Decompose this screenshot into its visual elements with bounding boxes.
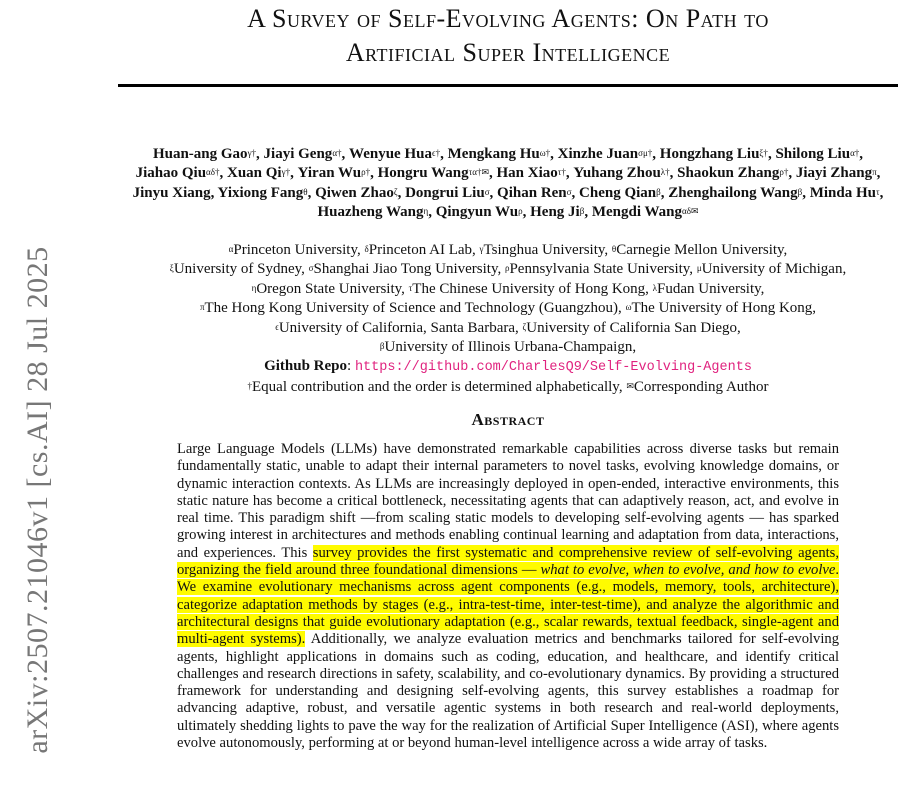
author-name-text: Jiayi Zhang xyxy=(795,165,873,182)
author-affiliation-mark: τα†✉ xyxy=(468,167,489,178)
affiliation-mark: π xyxy=(199,302,205,313)
author-affiliation-mark: λ† xyxy=(660,167,670,178)
affiliation-name: The Hong Kong University of Science and Technology (Guangzhou), xyxy=(204,300,626,317)
highlight-part-2: . We examine evolutionary mechanisms across agent components (e.g., models, memory, tools, architecture), categorize adaptation methods by stages (e.g., intra-test-time, inter-test-time), and analyze the algorithmic and architectural designs that guide evolutionary adaptation (e.g., scalar rewards, textual feedback, single-agent and multi-agent systems). xyxy=(177,562,839,648)
author-affiliation-mark: α† xyxy=(850,148,860,158)
author-affiliation-mark: θ xyxy=(303,186,308,197)
author-name-text: Jiahao Qiu xyxy=(135,165,207,182)
author-affiliation-mark: β xyxy=(579,206,585,217)
affiliation-lines xyxy=(118,241,898,357)
author-name xyxy=(660,146,768,162)
affiliation-name: The Chinese University of Hong Kong, xyxy=(412,280,653,297)
author-name xyxy=(579,185,661,201)
author-affiliation-mark: α† xyxy=(332,148,342,158)
author-name-text: Cheng Qian xyxy=(579,184,657,201)
author-name-text: Shaokun Zhang xyxy=(677,165,780,182)
author-affiliation-mark: σμ† xyxy=(638,148,653,158)
affiliation-name: Tsinghua University, xyxy=(483,242,612,258)
author-affiliation-mark: ρ† xyxy=(361,167,371,178)
author-name-text: Xuan Qi xyxy=(227,165,282,182)
author-name-text: Yixiong Fang xyxy=(217,184,304,201)
author-affiliation-mark: γ† xyxy=(281,167,291,178)
affiliation-mark: ϵ xyxy=(275,321,279,332)
author-affiliation-mark: β xyxy=(797,186,803,197)
highlight-part-1: survey provides the first systematic and comprehensive review of self-evolving agents, organizing the field around three foundational dimensions — xyxy=(177,544,840,579)
affiliation-line xyxy=(118,299,898,318)
title-rule xyxy=(118,84,898,87)
author-name xyxy=(448,146,551,162)
author-affiliation-mark: ζ xyxy=(393,186,398,197)
affiliation-mark: μ xyxy=(696,263,702,274)
affiliation-mark: γ xyxy=(479,244,484,254)
author-name xyxy=(133,185,211,201)
abstract-text-intro: Large Language Models (LLMs) have demonstrated remarkable capabilities across diverse tasks but remain fundamentally static, unable to adapt their internal parameters to novel tasks, evolving knowledge domains, or dynamic interaction contexts. As LLMs are increasingly deployed in open-ended, interactive environments, this static nature has become a critical bottleneck, necessitating agents that can adaptively reason, act, and evolve in real time. This paradigm shift —from scaling static models to developing self-evolving agents — has sparked growing interest in architectures and methods enabling continual learning and adaptation from data, interactions, and experiences. This xyxy=(177,441,839,561)
affiliation-name: The University of Hong Kong, xyxy=(631,300,817,317)
author-name xyxy=(530,204,584,220)
author-name-text: Wenyue Hua xyxy=(349,146,432,162)
affiliations xyxy=(118,241,898,397)
author-name xyxy=(796,165,877,181)
author-affiliation-mark: τ† xyxy=(557,167,566,178)
envelope-icon: ✉ xyxy=(626,380,634,391)
affiliation-mark: σ xyxy=(308,263,314,274)
affiliation-name: Carnegie Mellon University, xyxy=(616,242,788,258)
title-line-2: Artificial Super Intelligence xyxy=(345,38,671,67)
author-name-text: Qihan Ren xyxy=(497,184,567,201)
author-list: Huan-ang Gao$^{\gamma\dagger}$, Jiayi Geng$^{\alpha\dagger}$, Wenyue Hua$^{\epsilon\dagger}$, Mengkang $Hu^{\omega\dagger}$, Xinzhe Juan$^{\sigma\mu\dagger}$, Hongzhang Liu$^{\xi\dagger}$, Shilong Liu$^{\alpha\dagger}$, Jiahao Qiu$^{\alpha\delta\dagger}$, Xuan $Qi^{\gamma\dagger}$, Yiran $Wu^{\rho\dagger}$, Hongru Wang$^{\tau\alpha\dagger✉}$, Han Xiao$^{\tau\dagger}$, Yuhang Zhou$^{\lambda\dagger}$, Shaokun Zhang$^{\rho\dagger}$, Jiayi Zhang$^\pi$, Jinyu Xiang, Yixiong Fang$^\theta$, Qiwen Zhao$^\zeta$, Dongrui Liu$^\sigma$, Qihan Ren$^\sigma$, Cheng Qian$^\beta$, Zhenghailong Wang$^\beta$, Minda $Hu^\tau$, Huazheng Wang$^\eta$, Qingyun $Wu^\rho$, Heng $Ji^\beta$, Mengdi Wang$^{\alpha\delta✉}$ xyxy=(132,146,884,221)
affiliation-mark: ξ xyxy=(169,263,174,274)
affiliation-line xyxy=(118,241,898,260)
author-name-text: Heng Ji xyxy=(530,204,580,221)
author-name-text: Qingyun Wu xyxy=(435,204,519,221)
affiliation-line xyxy=(118,280,898,299)
arxiv-sidebar xyxy=(2,200,74,800)
author-name-text: Minda Hu xyxy=(809,184,876,201)
affiliation-mark: α xyxy=(228,244,234,254)
author-name-text: Huan-ang Gao xyxy=(152,146,248,162)
author-name xyxy=(298,165,371,181)
author-affiliation-mark: ρ† xyxy=(779,167,789,178)
author-affiliation-mark: β xyxy=(656,186,661,197)
affiliation-name: University of Illinois Urbana-Champaign, xyxy=(384,339,637,356)
equal-contribution-text: Equal contribution and the order is determined alphabetically, xyxy=(252,378,627,395)
author-affiliation-mark: ξ† xyxy=(759,148,768,158)
affiliation-name: University of California San Diego, xyxy=(526,319,741,336)
author-name-text: Huazheng Wang xyxy=(317,204,424,221)
author-name xyxy=(136,165,220,181)
author-name xyxy=(218,185,308,201)
author-name xyxy=(436,204,523,220)
author-name-text: Dongrui Liu xyxy=(405,184,485,201)
author-name-text: Shilong Liu xyxy=(775,146,851,162)
author-affiliation-mark: π xyxy=(872,167,877,178)
author-name-text: Xinzhe Juan xyxy=(557,146,639,162)
affiliation-name: University of Sydney, xyxy=(173,261,309,278)
author-name xyxy=(317,204,428,220)
author-name-text: Mengkang Hu xyxy=(447,146,540,162)
author-affiliation-mark: σ xyxy=(484,186,490,197)
author-name xyxy=(315,185,398,201)
author-name xyxy=(677,165,788,181)
affiliation-mark: ζ xyxy=(522,321,527,332)
author-name xyxy=(592,204,699,220)
corresponding-author-text: Corresponding Author xyxy=(633,378,769,395)
title-line-1: A Survey of Self-Evolving Agents: On Path to xyxy=(247,4,769,33)
affiliation-name: Pennsylvania State University, xyxy=(509,261,697,278)
affiliation-mark: τ xyxy=(408,282,413,293)
contribution-note xyxy=(118,378,898,397)
dagger-mark: † xyxy=(247,380,253,391)
author-name-text: Hongru Wang xyxy=(377,165,469,182)
author-name xyxy=(558,146,653,162)
author-name xyxy=(378,165,489,181)
affiliation-line xyxy=(118,319,898,338)
author-name-text: Hongzhang Liu xyxy=(659,146,760,162)
affiliation-name: University of California, Santa Barbara, xyxy=(278,319,523,336)
author-name-text: Jiayi Geng xyxy=(263,146,333,162)
abstract-heading: Abstract xyxy=(471,410,545,429)
affiliation-mark: ρ xyxy=(504,263,510,274)
author-name xyxy=(496,165,565,181)
author-affiliation-mark: αδ† xyxy=(206,167,220,178)
affiliation-name: Oregon State University, xyxy=(256,280,409,297)
author-name xyxy=(405,185,489,201)
affiliation-mark: δ xyxy=(364,244,369,254)
affiliation-name: Fudan University, xyxy=(657,280,765,297)
author-affiliation-mark: η xyxy=(423,206,429,217)
highlight-italic-dimensions: what to evolve, when to evolve, and how to evolve xyxy=(540,562,836,579)
affiliation-line xyxy=(118,338,898,357)
author-affiliation-mark: τ xyxy=(875,186,880,197)
author-name-text: Jinyu Xiang xyxy=(132,184,211,201)
github-repo-link[interactable]: https://github.com/CharlesQ9/Self-Evolving-Agents xyxy=(354,360,752,376)
author-name-text: Yuhang Zhou xyxy=(573,165,661,182)
affiliation-name: Shanghai Jiao Tong University, xyxy=(313,261,505,278)
github-repo-label: Github Repo xyxy=(264,358,348,375)
author-affiliation-mark: αδ✉ xyxy=(682,206,699,217)
affiliation-mark: ω xyxy=(625,302,632,313)
author-name xyxy=(497,185,571,201)
author-affiliation-mark: ω† xyxy=(539,148,551,158)
affiliation-name: University of Michigan, xyxy=(701,261,847,278)
affiliation-line xyxy=(118,260,898,279)
author-affiliation-mark: γ† xyxy=(247,148,257,158)
affiliation-name: Princeton University, xyxy=(233,242,365,258)
author-name xyxy=(573,165,669,181)
affiliation-mark: θ xyxy=(611,244,617,254)
arxiv-identifier: arXiv:2507.21046v1 [cs.AI] 28 Jul 2025 xyxy=(21,246,54,754)
author-name-text: Han Xiao xyxy=(496,165,558,182)
author-name-text: Qiwen Zhao xyxy=(315,184,394,201)
paper-title xyxy=(118,2,898,70)
author-name xyxy=(349,146,440,162)
affiliation-mark: β xyxy=(379,341,385,352)
author-name xyxy=(668,185,802,201)
author-name xyxy=(153,146,256,162)
affiliation-mark: λ xyxy=(652,282,658,293)
abstract-body xyxy=(177,441,839,752)
author-affiliation-mark: σ xyxy=(566,186,572,197)
author-name-text: Mengdi Wang xyxy=(591,204,682,221)
author-name xyxy=(810,185,880,201)
affiliation-name: Princeton AI Lab, xyxy=(368,242,480,258)
author-affiliation-mark: ϵ† xyxy=(431,148,441,158)
github-repo-line: Github Repo: https://github.com/CharlesQ9/Self-Evolving-Agents xyxy=(264,358,752,376)
author-affiliation-mark: ρ xyxy=(518,206,523,217)
author-name xyxy=(227,165,290,181)
author-name-text: Yiran Wu xyxy=(297,165,362,182)
author-name xyxy=(264,146,342,162)
author-name xyxy=(775,146,859,162)
abstract-text-outro: Additionally, we analyze evaluation metrics and benchmarks tailored for self-evolving agents, highlight applications in domains such as coding, education, and healthcare, and identify critical challenges and research directions in safety, scalability, and co-evolutionary dynamics. By providing a structured framework for understanding and designing self-evolving agents, this survey establishes a roadmap for advancing adaptive, robust, and versatile agentic systems in both research and real-world deployments, ultimately shedding lights to pave the way for the realization of Artificial Super Intelligence (ASI), where agents evolve autonomously, performing at or beyond human-level intelligence across a wide array of tasks. xyxy=(177,631,839,752)
affiliation-mark: η xyxy=(251,282,257,293)
author-name-text: Zhenghailong Wang xyxy=(668,184,798,201)
